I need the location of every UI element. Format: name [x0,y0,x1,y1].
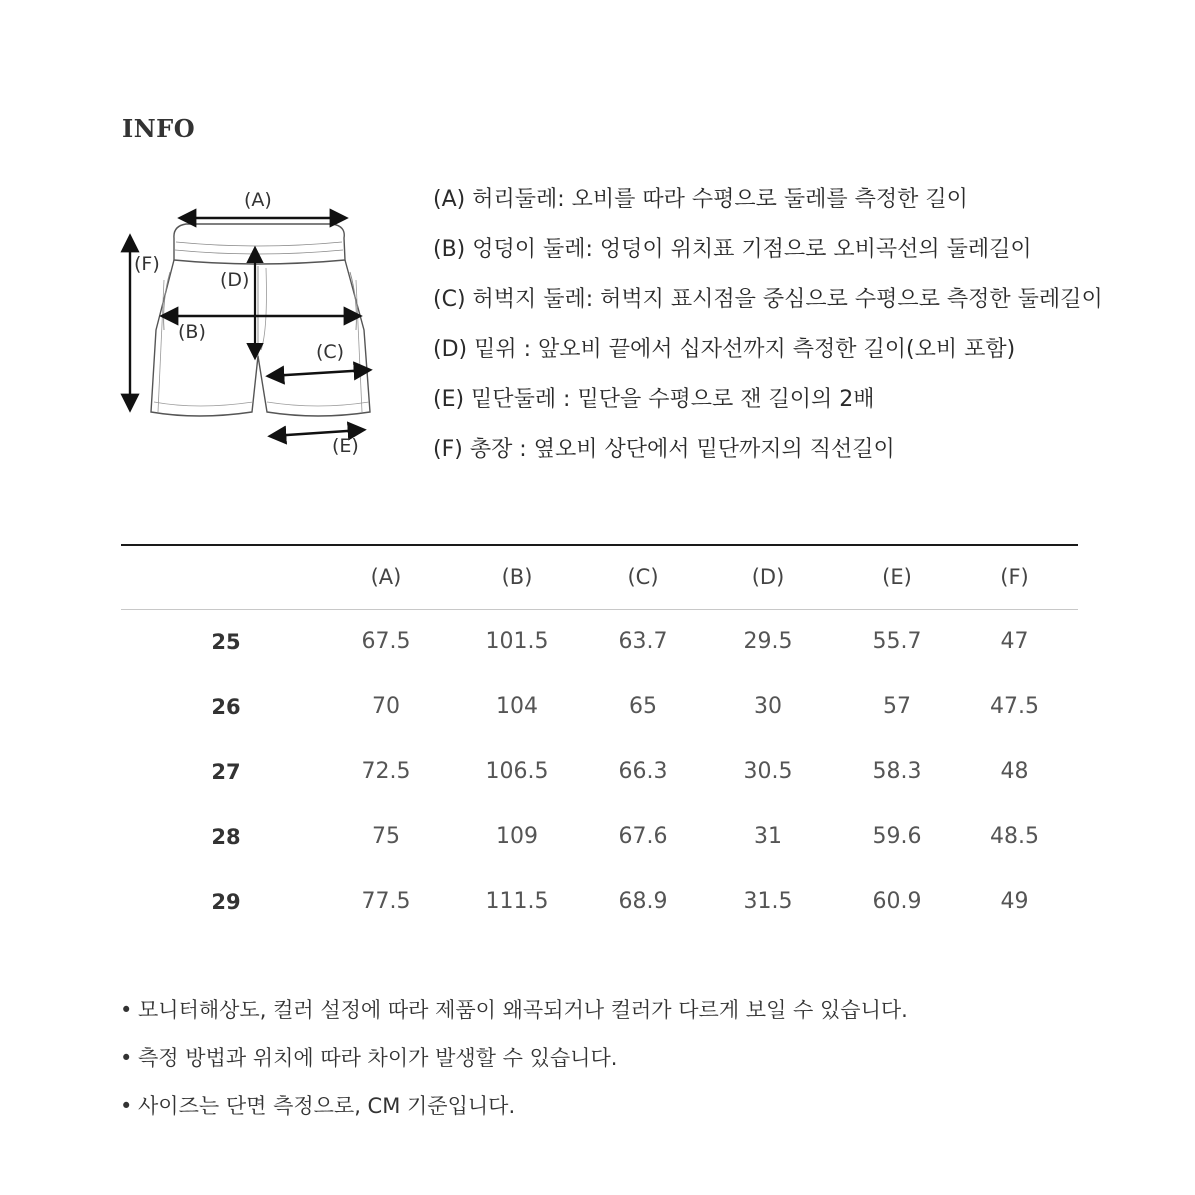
size-cell: 26 [211,694,241,719]
value-cell-e: 55.7 [872,629,922,655]
value-cell-f: 48 [1000,759,1029,784]
shorts-measurement-diagram [118,180,398,470]
value-cell-a: 70 [372,694,400,719]
table-row [121,674,1078,739]
value-cell-c: 66.3 [618,759,668,784]
measurement-legend [433,187,1103,487]
value-cell-a: 77.5 [361,889,411,914]
value-cell-f: 47.5 [990,694,1039,719]
bullet-icon: • [120,998,133,1022]
table-row [121,804,1078,869]
page-title: INFO [122,114,196,143]
label-b: (B) [178,321,206,343]
note-item [120,995,908,1043]
bullet-icon: • [120,1046,133,1070]
legend-item-f: (F) 총장 : 옆오비 상단에서 밑단까지의 직선길이 [433,437,895,462]
note-text: 모니터해상도, 컬러 설정에 따라 제품이 왜곡되거나 컬러가 다르게 보일 수 있습니다. [138,998,908,1022]
legend-item-d: (D) 밑위 : 앞오비 끝에서 십자선까지 측정한 길이(오비 포함) [433,337,1016,362]
note-text: 사이즈는 단면 측정으로, CM 기준입니다. [138,1094,516,1118]
note-item [120,1091,908,1139]
value-cell-b: 111.5 [485,889,549,914]
legend-item-b: (B) 엉덩이 둘레: 엉덩이 위치표 기점으로 오비곡선의 둘레길이 [433,237,1032,262]
size-cell: 28 [211,824,241,849]
label-a: (A) [244,189,272,211]
header-d: (D) [693,545,843,609]
value-cell-b: 101.5 [485,629,549,655]
shorts-illustration [118,180,398,470]
value-cell-b: 109 [496,824,538,849]
value-cell-d: 29.5 [743,629,793,655]
value-cell-e: 57 [883,694,911,719]
legend-item-a: (A) 허리둘레: 오비를 따라 수평으로 둘레를 측정한 길이 [433,187,968,212]
notes-list [120,995,908,1139]
label-f: (F) [134,253,160,275]
value-cell-d: 31 [754,824,782,849]
label-e: (E) [332,435,359,457]
value-cell-f: 47 [1000,629,1029,655]
value-cell-d: 30 [754,694,782,719]
value-cell-b: 104 [496,694,538,719]
header-a: (A) [331,545,441,609]
note-item [120,1043,908,1091]
table-row [121,869,1078,934]
value-cell-e: 59.6 [872,824,922,849]
value-cell-c: 63.7 [618,629,668,655]
header-size [121,545,331,609]
table-row [121,609,1078,674]
value-cell-c: 68.9 [618,889,668,914]
value-cell-e: 60.9 [872,889,922,914]
table-row [121,739,1078,804]
value-cell-a: 75 [372,824,400,849]
size-table [121,544,1078,934]
label-c: (C) [316,341,345,363]
label-d: (D) [220,269,250,291]
value-cell-f: 48.5 [990,824,1039,849]
size-cell: 29 [211,889,241,914]
legend-item-c: (C) 허벅지 둘레: 허벅지 표시점을 중심으로 수평으로 측정한 둘레길이 [433,287,1103,312]
value-cell-b: 106.5 [485,759,549,784]
value-cell-d: 31.5 [743,889,793,914]
header-e: (E) [843,545,951,609]
header-f: (F) [951,545,1078,609]
value-cell-c: 65 [629,694,657,719]
value-cell-e: 58.3 [872,759,922,784]
arrow-c [270,370,368,376]
note-text: 측정 방법과 위치에 따라 차이가 발생할 수 있습니다. [138,1046,618,1070]
value-cell-a: 72.5 [361,759,411,784]
value-cell-d: 30.5 [743,759,793,784]
value-cell-f: 49 [1000,889,1029,914]
bullet-icon: • [120,1094,133,1118]
value-cell-a: 67.5 [361,629,411,655]
size-cell: 25 [211,629,241,654]
header-c: (C) [593,545,693,609]
header-b: (B) [441,545,593,609]
size-cell: 27 [211,759,241,784]
legend-item-e: (E) 밑단둘레 : 밑단을 수평으로 잰 길이의 2배 [433,387,875,412]
value-cell-c: 67.6 [618,824,668,849]
table-header-row [121,545,1078,609]
